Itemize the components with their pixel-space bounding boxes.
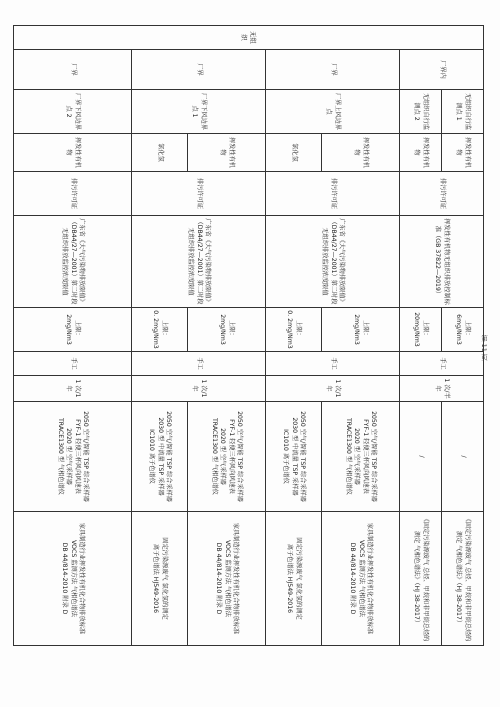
table-row <box>442 26 484 646</box>
instrument-line: TRACE1300 型 气相色谱仪 <box>211 418 219 495</box>
instrument-line: FYF-1 轻便三杯风向风速表 <box>227 419 235 494</box>
area-cell: 厂界 <box>14 50 132 90</box>
analysis-line: 固定污染源废气 氯化氢的测定 <box>160 537 168 620</box>
instrument-line: FYF-1 轻便三杯风向风速表 <box>73 419 81 494</box>
analysis-method-cell <box>14 512 132 646</box>
pollutant-cell: 挥发性有机物 <box>322 134 400 172</box>
standard-cell: 挥发性有机物无组织排放控制标准（GB 37822—2019） <box>400 216 484 308</box>
limit-label: 上限： <box>421 320 429 339</box>
monitoring-point-cell: 厂界上风边界点 <box>266 90 400 134</box>
analysis-method-cell: 《固定污染源废气 总烃、甲烷和非甲烷总烃的测定 气相色谱法》（HJ 38-2017） <box>400 512 442 646</box>
analysis-line: DB 44/814-2010 附录 D <box>215 542 223 615</box>
limit-cell <box>188 308 266 352</box>
analysis-method-cell <box>188 512 266 646</box>
instrument-line: TRACE1300 型 气相色谱仪 <box>57 418 65 495</box>
monitoring-table <box>13 25 484 646</box>
frequency-cell: 1 次/1 年 <box>266 376 400 402</box>
area-cell: 厂界内 <box>400 50 484 90</box>
table-row <box>400 26 442 646</box>
table-row <box>188 26 266 646</box>
limit-label: 上限： <box>361 320 369 339</box>
instrument-line: IC1010 离子色谱仪 <box>148 429 156 484</box>
instrument-line: 2030 型 中流量 TSP 采样器 <box>290 417 298 496</box>
method-cell: 手工 <box>132 352 266 376</box>
analysis-method-cell: 《固定污染源废气 总烃、甲烷和非甲烷总烃的测定 气相色谱法》（HJ 38-2017） <box>442 512 484 646</box>
standard-cell: 广东省《大气污染物排放限值》（DB44/27—2001）第二时段无组织排放监控浓度限值 <box>266 216 400 308</box>
limit-value: 2mg/Nm3 <box>65 314 73 345</box>
analysis-line: 家具制造行业挥发性有机化合物排放标准 <box>231 522 239 635</box>
instrument-cell <box>188 402 266 512</box>
instrument-line: 2020 型 空气采样器 <box>219 428 227 485</box>
instrument-line: 2050 空气/智能 TSP 综合采样器 <box>235 411 243 502</box>
instrument-cell: / <box>400 402 442 512</box>
limit-label: 上限： <box>73 320 81 339</box>
limit-cell <box>266 308 322 352</box>
analysis-method-cell <box>322 512 400 646</box>
limit-label: 上限： <box>227 320 235 339</box>
pollutant-cell: 挥发性有机物 <box>400 134 442 172</box>
analysis-line: 家具制造行业挥发性有机化合物排放标准 <box>365 522 373 635</box>
area-cell: 厂界 <box>132 50 266 90</box>
limit-label: 上限： <box>160 320 168 339</box>
monitoring-point-cell: 无组织自行监测点 1 <box>442 90 484 134</box>
analysis-line: 固定污染源废气 氯化氢的测定 <box>294 537 302 620</box>
rotated-table-wrapper <box>14 25 484 645</box>
basis-cell: 排污许可证 <box>14 172 132 216</box>
instrument-line: IC1010 离子色谱仪 <box>282 429 290 484</box>
instrument-cell <box>132 402 188 512</box>
instrument-cell <box>266 402 322 512</box>
monitoring-point-cell: 无组织自行监测点 2 <box>400 90 442 134</box>
method-cell: 手工 <box>400 352 484 376</box>
instrument-line: 2050 空气/智能 TSP 综合采样器 <box>369 411 377 502</box>
instrument-line: FYF-1 轻便三杯风向风速表 <box>361 419 369 494</box>
table-row <box>322 26 400 646</box>
standard-cell: 广东省《大气污染物排放限值》（DB44/27—2001）第二时段无组织排放监控浓度限值 <box>14 216 132 308</box>
area-cell: 厂界 <box>266 50 400 90</box>
analysis-line: VOCS 监测方法 气相色谱法 <box>223 540 231 617</box>
pollutant-cell: 氯化氢 <box>266 134 322 172</box>
pollutant-cell: 氯化氢 <box>132 134 188 172</box>
pollutant-cell: 挥发性有机物 <box>188 134 266 172</box>
analysis-line: VOCS 监测方法 气相色谱法 <box>357 540 365 617</box>
instrument-line: 2050 空气/智能 TSP 综合采样器 <box>164 411 172 502</box>
limit-cell <box>132 308 188 352</box>
analysis-line: VOCS 监测方法 气相色谱法 <box>69 540 77 617</box>
frequency-cell: 1 次/半年 <box>400 376 484 402</box>
basis-cell: 排污许可证 <box>400 172 484 216</box>
monitoring-point-cell: 厂界下风边界点 2 <box>14 90 132 134</box>
instrument-line: 2050 空气/智能 TSP 综合采样器 <box>298 411 306 502</box>
method-cell: 手工 <box>14 352 132 376</box>
frequency-cell: 1 次/1 年 <box>132 376 266 402</box>
instrument-line: 2020 型 空气采样器 <box>65 428 73 485</box>
analysis-line: 离子色谱法 HJ549-2016 <box>152 543 160 614</box>
limit-value: 20mg/Nm3 <box>413 312 421 347</box>
instrument-line: 2050 空气/智能 TSP 综合采样器 <box>81 411 89 502</box>
limit-value: 0. 2mg/Nm3 <box>152 310 160 349</box>
instrument-line: 2030 型 中流量 TSP 采样器 <box>156 417 164 496</box>
instrument-cell <box>322 402 400 512</box>
pollutant-cell: 挥发性有机物 <box>442 134 484 172</box>
category-cell: 无组织 <box>14 26 484 50</box>
method-cell: 手工 <box>266 352 400 376</box>
page-number: 第 11 页 <box>480 335 488 361</box>
instrument-line: TRACE1300 型 气相色谱仪 <box>345 418 353 495</box>
analysis-line: 离子色谱法 HJ549-2016 <box>286 543 294 614</box>
limit-cell <box>322 308 400 352</box>
table-row <box>14 26 132 646</box>
monitoring-point-cell: 厂界下风边界点 1 <box>132 90 266 134</box>
analysis-method-cell <box>266 512 322 646</box>
frequency-cell: 1 次/1 年 <box>14 376 132 402</box>
standard-cell: 广东省《大气污染物排放限值》（DB44/27—2001）第二时段无组织排放监控浓度限值 <box>132 216 266 308</box>
analysis-method-cell <box>132 512 188 646</box>
limit-value: 6mg/Nm3 <box>455 314 463 345</box>
analysis-line: DB 44/814-2010 附录 D <box>61 542 69 615</box>
limit-cell <box>14 308 132 352</box>
limit-value: 2mg/Nm3 <box>219 314 227 345</box>
limit-value: 0. 2mg/Nm3 <box>286 310 294 349</box>
limit-cell <box>442 308 484 352</box>
instrument-cell: / <box>442 402 484 512</box>
limit-label: 上限： <box>294 320 302 339</box>
analysis-line: DB 44/814-2010 附录 D <box>349 542 357 615</box>
basis-cell: 排污许可证 <box>132 172 266 216</box>
limit-label: 上限： <box>463 320 471 339</box>
instrument-cell <box>14 402 132 512</box>
instrument-line: 2020 型 空气采样器 <box>353 428 361 485</box>
pollutant-cell: 挥发性有机物 <box>14 134 132 172</box>
limit-value: 2mg/Nm3 <box>353 314 361 345</box>
limit-cell <box>400 308 442 352</box>
basis-cell: 排污许可证 <box>266 172 400 216</box>
analysis-line: 家具制造行业挥发性有机化合物排放标准 <box>77 522 85 635</box>
